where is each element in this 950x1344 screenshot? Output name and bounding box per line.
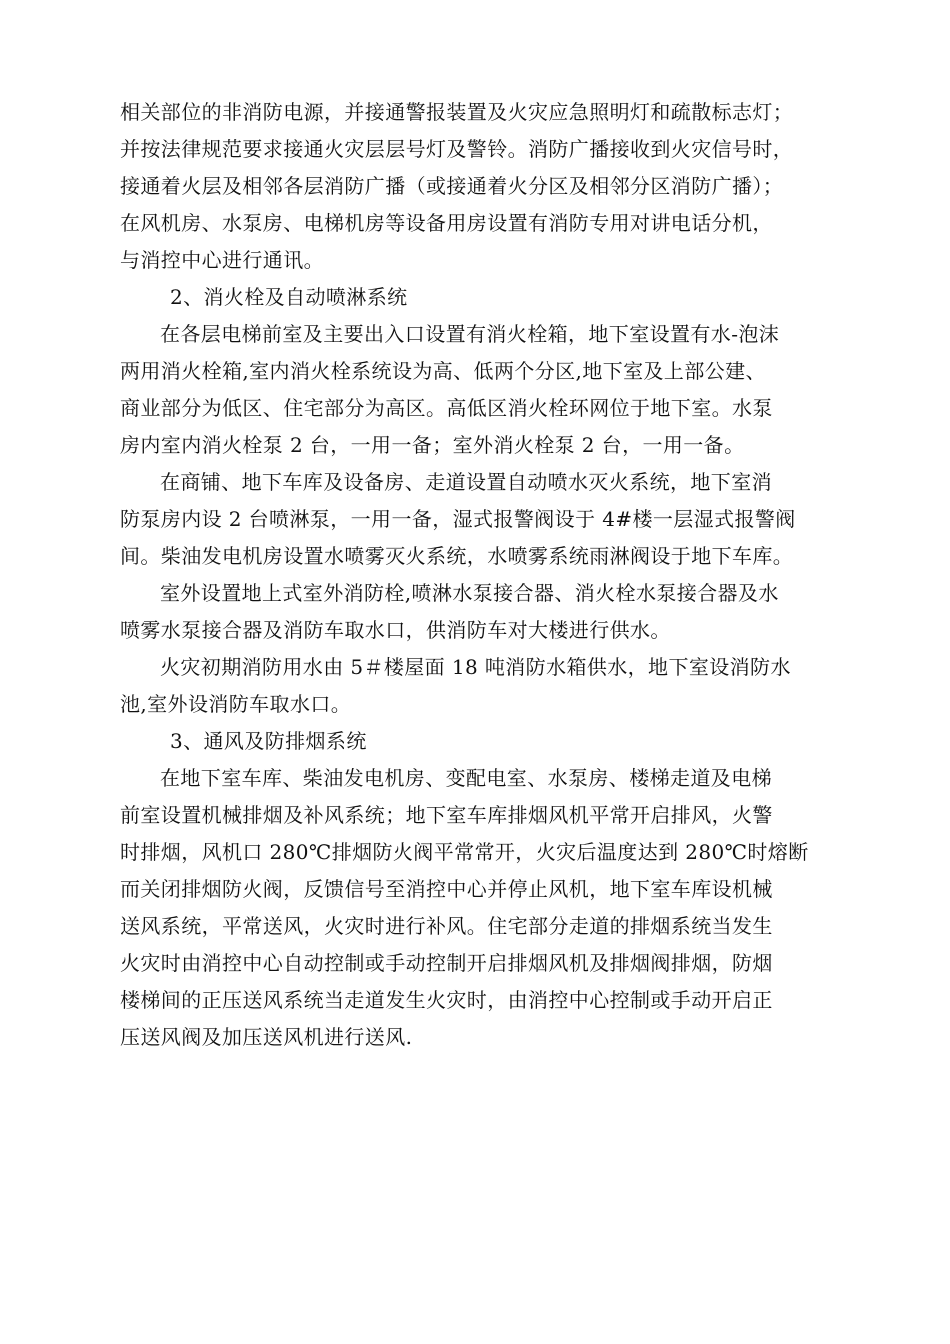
document-page (120, 94, 832, 1056)
text-line: 与消控中心进行通讯。 (120, 248, 324, 272)
text-line: 送风系统，平常送风，火灾时进行补风。住宅部分走道的排烟系统当发生 (120, 914, 773, 938)
text-line: 在各层电梯前室及主要出入口设置有消火栓箱，地下室设置有水-泡沫 (160, 322, 780, 346)
text-line: 防泵房内设 2 台喷淋泵，一用一备，湿式报警阀设于 4#楼一层湿式报警阀 (120, 507, 796, 531)
text-line: 在商铺、地下车库及设备房、走道设置自动喷水灭火系统，地下室消 (160, 470, 772, 494)
paragraph-continuation (120, 94, 832, 279)
paragraph-water-supply (120, 649, 832, 723)
paragraph-ventilation (120, 760, 832, 1056)
text-line: 房内室内消火栓泵 2 台，一用一备；室外消火栓泵 2 台，一用一备。 (120, 433, 745, 457)
text-line: 池,室外设消防车取水口。 (120, 692, 352, 716)
paragraph-outdoor-hydrant (120, 575, 832, 649)
text-line: 两用消火栓箱,室内消火栓系统设为高、低两个分区,地下室及上部公建、 (120, 359, 766, 383)
text-line: 时排烟，风机口 280℃排烟防火阀平常常开，火灾后温度达到 280℃时熔断 (120, 840, 809, 864)
section-heading-hydrant-sprinkler: 2、消火栓及自动喷淋系统 (170, 285, 408, 309)
text-line: 在风机房、水泵房、电梯机房等设备用房设置有消防专用对讲电话分机， (120, 211, 773, 235)
text-line: 楼梯间的正压送风系统当走道发生火灾时，由消控中心控制或手动开启正 (120, 988, 773, 1012)
text-line: 火灾时由消控中心自动控制或手动控制开启排烟风机及排烟阀排烟，防烟 (120, 951, 773, 975)
text-line: 间。柴油发电机房设置水喷雾灭火系统，水喷雾系统雨淋阀设于地下车库。 (120, 544, 794, 568)
section-heading-ventilation: 3、通风及防排烟系统 (170, 729, 367, 753)
text-line: 喷雾水泵接合器及消防车取水口，供消防车对大楼进行供水。 (120, 618, 671, 642)
paragraph-hydrant (120, 316, 832, 464)
text-line: 室外设置地上式室外消防栓,喷淋水泵接合器、消火栓水泵接合器及水 (160, 581, 779, 605)
text-line: 压送风阀及加压送风机进行送风. (120, 1025, 413, 1049)
text-line: 商业部分为低区、住宅部分为高区。高低区消火栓环网位于地下室。水泵 (120, 396, 773, 420)
text-line: 火灾初期消防用水由 5＃楼屋面 18 吨消防水箱供水，地下室设消防水 (160, 655, 791, 679)
paragraph-sprinkler (120, 464, 832, 575)
text-line: 并按法律规范要求接通火灾层层号灯及警铃。消防广播接收到火灾信号时， (120, 137, 794, 161)
text-line: 前室设置机械排烟及补风系统；地下室车库排烟风机平常开启排风，火警 (120, 803, 773, 827)
text-line: 接通着火层及相邻各层消防广播（或接通着火分区及相邻分区消防广播）； (120, 174, 784, 198)
text-line: 在地下室车库、柴油发电机房、变配电室、水泵房、楼梯走道及电梯 (160, 766, 772, 790)
text-line: 而关闭排烟防火阀，反馈信号至消控中心并停止风机，地下室车库设机械 (120, 877, 773, 901)
text-line: 相关部位的非消防电源，并接通警报装置及火灾应急照明灯和疏散标志灯； (120, 100, 794, 124)
